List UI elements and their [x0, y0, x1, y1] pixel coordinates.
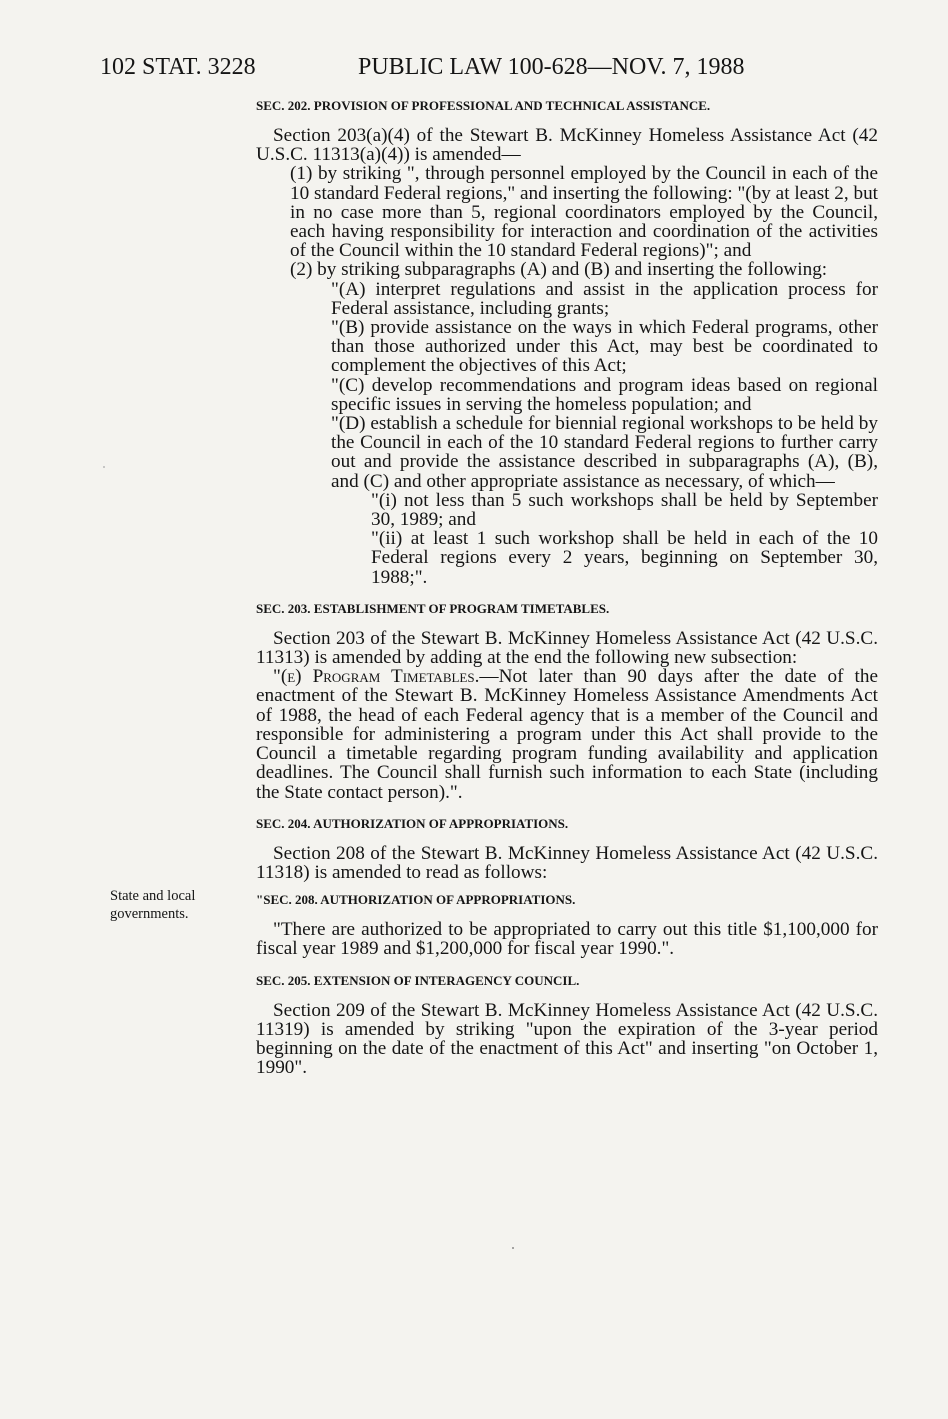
sec-208-quoted-text: "There are authorized to be appropriated to carry out this title $1,100,000 for fiscal year 1989 and $1,200,000 for fiscal year 1990.".	[256, 919, 878, 960]
sec-202-subparagraphs	[256, 280, 878, 587]
sec-203-subsection-label: "(e) Program Timetables.	[273, 666, 480, 688]
sec-208-quoted-heading: "SEC. 208. AUTHORIZATION OF APPROPRIATIONS.	[256, 892, 576, 908]
sec-202-intro: Section 203(a)(4) of the Stewart B. McKinney Homeless Assistance Act (42 U.S.C. 11313(a)(4)) is amended—	[256, 125, 878, 166]
sec-202-clauses	[331, 491, 878, 587]
sec-203-heading: SEC. 203. ESTABLISHMENT OF PROGRAM TIMETABLES.	[256, 600, 610, 616]
margin-note-line-2: governments.	[110, 906, 189, 922]
sec-202-clause-i: "(i) not less than 5 such workshops shall be held by September 30, 1989; and	[371, 489, 878, 531]
public-law-title: PUBLIC LAW 100-628—NOV. 7, 1988	[358, 54, 745, 80]
sec-202-item-1-text: (1) by striking ", through personnel employed by the Council in each of the 10 standard Federal regions," and inserting the following: "(by at least 2, but in no case more than 5, regional coordinators employed by the Council, each having responsibility for interaction and coordination of the activities of the Council within the 10 standard Federal regions)"; and	[290, 163, 878, 262]
sec-202-clause-ii: "(ii) at least 1 such workshop shall be held in each of the 10 Federal regions every 2 years, beginning on September 30, 1988;".	[371, 528, 878, 588]
stat-page-number: 102 STAT. 3228	[100, 54, 256, 80]
margin-note	[110, 887, 240, 923]
scan-speck	[103, 466, 105, 468]
sec-203-subsection-e	[256, 667, 878, 801]
main-text-column	[256, 98, 878, 1077]
sec-202-item-1	[256, 164, 878, 260]
page-header	[100, 50, 900, 84]
sec-203-subsection-text: —Not later than 90 days after the date of the enactment of the Stewart B. McKinney Homeless Assistance Amendments Act of 1988, the head of each Federal agency that is a member of the Council and responsible for administering a program under this Act shall provide to the Council a timetable regarding program funding availability and application deadlines. The Council shall furnish such information to each State (including the State contact person).".	[256, 666, 878, 803]
sec-205-heading: SEC. 205. EXTENSION OF INTERAGENCY COUNCIL.	[256, 972, 580, 988]
sec-202-sub-d: "(D) establish a schedule for biennial regional workshops to be held by the Council in each of the 10 standard Federal regions to further carry out and provide the assistance described in subparagraphs (A), (B), and (C) and other appropriate assistance as necessary, of which—	[331, 413, 878, 492]
sec-202-item-2	[256, 260, 878, 279]
sec-204-intro: Section 208 of the Stewart B. McKinney Homeless Assistance Act (42 U.S.C. 11318) is amended to read as follows:	[256, 842, 878, 883]
sec-204-heading: SEC. 204. AUTHORIZATION OF APPROPRIATIONS.	[256, 815, 569, 831]
sec-202-sub-b: "(B) provide assistance on the ways in which Federal programs, other than those authorized under this Act, may best be coordinated to complement the objectives of this Act;	[331, 317, 878, 377]
sec-203-intro: Section 203 of the Stewart B. McKinney Homeless Assistance Act (42 U.S.C. 11313) is amended by adding at the end the following new subsection:	[256, 627, 878, 669]
sec-202-sub-a: "(A) interpret regulations and assist in the application process for Federal assistance, including grants;	[331, 278, 878, 319]
sec-202-item-2-text: (2) by striking subparagraphs (A) and (B) and inserting the following:	[290, 259, 828, 281]
sec-205-text: Section 209 of the Stewart B. McKinney Homeless Assistance Act (42 U.S.C. 11319) is amended by striking "upon the expiration of the 3-year period beginning on the date of the enactment of this Act" and inserting "on October 1, 1990".	[256, 999, 878, 1079]
sec-202-heading: SEC. 202. PROVISION OF PROFESSIONAL AND TECHNICAL ASSISTANCE.	[256, 98, 711, 113]
sec-202-sub-c: "(C) develop recommendations and program ideas based on regional specific issues in serving the homeless population; and	[331, 374, 878, 415]
margin-note-line-1: State and local	[110, 888, 196, 904]
scan-speck	[512, 1247, 514, 1249]
